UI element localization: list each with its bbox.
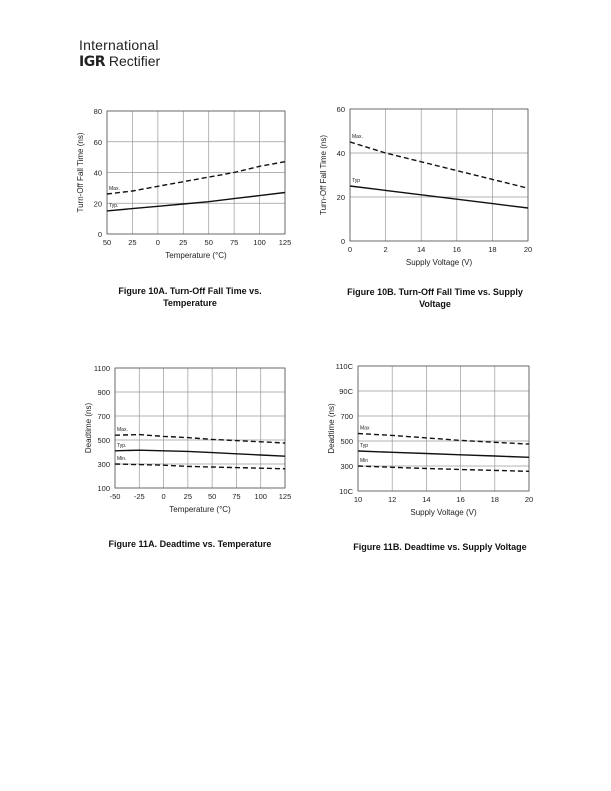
y-tick-label: 0 xyxy=(97,230,102,239)
x-tick-label: 16 xyxy=(452,245,461,254)
series-label-min: Min. xyxy=(117,456,127,462)
x-tick-label: 2 xyxy=(383,245,388,254)
x-tick-label: 50 xyxy=(102,238,112,247)
x-axis-label: Supply Voltage (V) xyxy=(405,258,473,267)
caption-fig10a-line1: Figure 10A. Turn-Off Fall Time vs. xyxy=(118,286,262,296)
series-label-typ: Typ xyxy=(360,443,369,449)
y-axis-label: Turn-Off Fall Time (ns) xyxy=(76,132,85,213)
y-tick-label: 90C xyxy=(339,387,353,396)
plot-frame xyxy=(350,109,528,241)
x-tick-label: 100 xyxy=(253,238,266,247)
series-label-typ: Typ. xyxy=(109,202,119,209)
y-tick-label: 500 xyxy=(97,436,110,445)
x-tick-label: 75 xyxy=(232,492,241,501)
series-line-min xyxy=(115,464,285,469)
x-tick-label: 25 xyxy=(179,238,188,247)
caption-fig11b xyxy=(330,541,550,553)
chart-fig10a xyxy=(60,100,300,275)
y-tick-label: 40 xyxy=(336,149,345,158)
series-line-max xyxy=(358,434,529,445)
y-tick-label: 10C xyxy=(339,487,353,496)
x-tick-label: 100 xyxy=(254,492,267,501)
x-tick-label: 125 xyxy=(278,238,292,247)
y-tick-label: 80 xyxy=(93,107,102,116)
logo-line-international: International xyxy=(79,37,159,53)
plot-frame xyxy=(358,366,529,491)
series-line-min xyxy=(358,466,529,471)
company-logo xyxy=(79,37,160,70)
caption-fig10a-line2: Temperature xyxy=(163,298,217,308)
x-tick-label: -50 xyxy=(109,492,121,501)
y-tick-label: 60 xyxy=(336,105,345,114)
series-label-typ: Typ. xyxy=(117,442,127,449)
series-line-max xyxy=(115,435,285,443)
ior-logo-mark: IGR xyxy=(79,54,105,70)
y-tick-label: 1100 xyxy=(93,364,110,373)
caption-fig10a xyxy=(90,285,290,309)
y-tick-label: 700 xyxy=(340,412,353,421)
caption-fig10b-line2: Voltage xyxy=(419,299,451,309)
y-tick-label: 40 xyxy=(93,168,102,178)
series-label-max: Max. xyxy=(117,427,128,434)
chart-fig11a xyxy=(60,360,300,535)
x-axis-label: Supply Voltage (V) xyxy=(410,508,477,517)
x-tick-label: 18 xyxy=(490,495,499,504)
y-tick-label: 700 xyxy=(97,412,110,421)
y-tick-label: 0 xyxy=(340,237,345,246)
y-tick-label: 100 xyxy=(97,484,110,493)
x-tick-label: 10 xyxy=(353,495,363,504)
x-tick-label: 0 xyxy=(161,492,166,501)
x-tick-label: 14 xyxy=(417,245,426,254)
x-tick-label: 0 xyxy=(155,238,160,247)
plot-frame xyxy=(115,368,285,488)
caption-fig11b-line1: Figure 11B. Deadtime vs. Supply Voltage xyxy=(353,542,527,552)
x-axis-label: Temperature (°C) xyxy=(165,251,227,260)
x-tick-label: 0 xyxy=(347,245,353,254)
x-tick-label: 25 xyxy=(183,492,193,501)
y-tick-label: 300 xyxy=(97,460,110,469)
series-label-min: Min xyxy=(360,458,369,464)
x-tick-label: 18 xyxy=(488,245,497,254)
series-line-typ xyxy=(115,450,285,456)
series-label-typ: Typ xyxy=(352,178,361,184)
x-tick-label: 125 xyxy=(278,492,292,501)
y-tick-label: 300 xyxy=(340,462,353,471)
series-line-max xyxy=(107,162,285,194)
series-line-typ xyxy=(358,451,529,457)
y-tick-label: 20 xyxy=(336,193,345,202)
x-tick-label: 50 xyxy=(204,238,213,247)
y-axis-label: Deadtime (ns) xyxy=(327,403,336,454)
y-axis-label: Turn-Off Fall Time (ns) xyxy=(319,134,328,216)
logo-rectifier-text: Rectifier xyxy=(108,53,161,69)
x-tick-label: 20 xyxy=(524,495,534,504)
x-tick-label: 50 xyxy=(207,492,217,501)
y-tick-label: 110C xyxy=(335,362,353,371)
caption-fig10b-line1: Figure 10B. Turn-Off Fall Time vs. Supply xyxy=(347,287,523,297)
series-line-max xyxy=(350,142,528,188)
caption-fig11a-line1: Figure 11A. Deadtime vs. Temperature xyxy=(108,539,272,549)
x-tick-label: -25 xyxy=(133,492,145,501)
y-axis-label: Deadtime (ns) xyxy=(84,402,93,454)
x-tick-label: 75 xyxy=(229,238,239,247)
y-tick-label: 20 xyxy=(93,199,102,209)
series-label-max: Max xyxy=(360,425,370,432)
x-tick-label: 14 xyxy=(422,495,431,504)
x-tick-label: 16 xyxy=(456,495,465,504)
y-tick-label: 900 xyxy=(97,388,110,397)
x-tick-label: 25 xyxy=(128,238,137,247)
y-tick-label: 500 xyxy=(340,437,353,446)
y-tick-label: 60 xyxy=(93,137,102,147)
series-label-max: Max. xyxy=(352,134,363,140)
chart-fig11b xyxy=(310,360,550,535)
caption-fig10b xyxy=(330,286,540,310)
series-line-typ xyxy=(107,193,285,211)
chart-fig10b xyxy=(310,100,550,275)
x-axis-label: Temperature (°C) xyxy=(169,505,231,514)
x-tick-label: 20 xyxy=(523,245,533,254)
caption-fig11a xyxy=(80,538,300,550)
x-tick-label: 12 xyxy=(388,495,397,504)
logo-line-rectifier xyxy=(79,53,160,70)
series-label-max: Max. xyxy=(109,186,120,193)
